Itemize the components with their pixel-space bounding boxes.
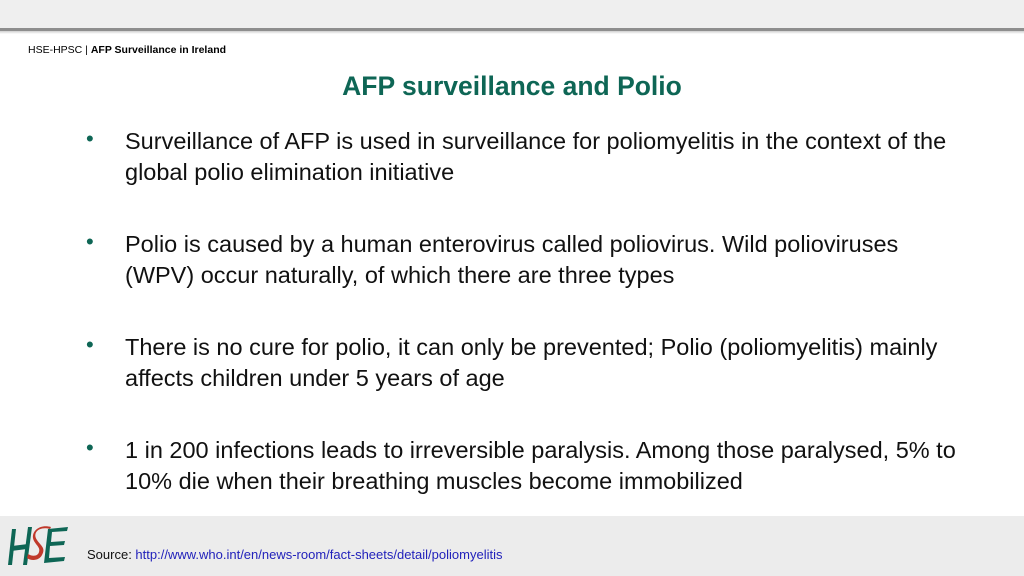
bullet-text: There is no cure for polio, it can only be prevented; Polio (poliomyelitis) mainly affects children under 5 years of age [125,334,938,391]
header-org: HSE-HPSC | [28,44,91,56]
footer-band [0,516,1024,576]
header-section: AFP Surveillance in Ireland [90,44,227,56]
slide-title: AFP surveillance and Polio [342,71,682,101]
slide-header [28,44,226,56]
source-citation [87,547,502,562]
bullet-list [82,126,962,538]
source-link[interactable]: http://www.who.int/en/news-room/fact-sheets/detail/poliomyelitis [135,547,503,562]
bullet-dot: • [86,435,94,460]
bullet-item [82,229,962,291]
bullet-dot: • [86,229,94,254]
bullet-dot: • [86,332,94,357]
bullet-text: Polio is caused by a human enterovirus called poliovirus. Wild polioviruses (WPV) occur naturally, of which there are three types [125,231,899,288]
top-band [0,0,1024,28]
bullet-item [82,435,962,497]
bullet-item [82,126,962,188]
hse-logo-icon [6,521,70,571]
source-label: Source: [87,547,136,562]
bullet-dot: • [86,126,94,151]
bullet-item [82,332,962,394]
top-divider-shadow [0,31,1024,34]
bullet-text: Surveillance of AFP is used in surveillance for poliomyelitis in the context of the global polio elimination initiative [125,128,947,185]
bullet-text: 1 in 200 infections leads to irreversible paralysis. Among those paralysed, 5% to 10% die when their breathing muscles become immobilized [125,437,956,494]
